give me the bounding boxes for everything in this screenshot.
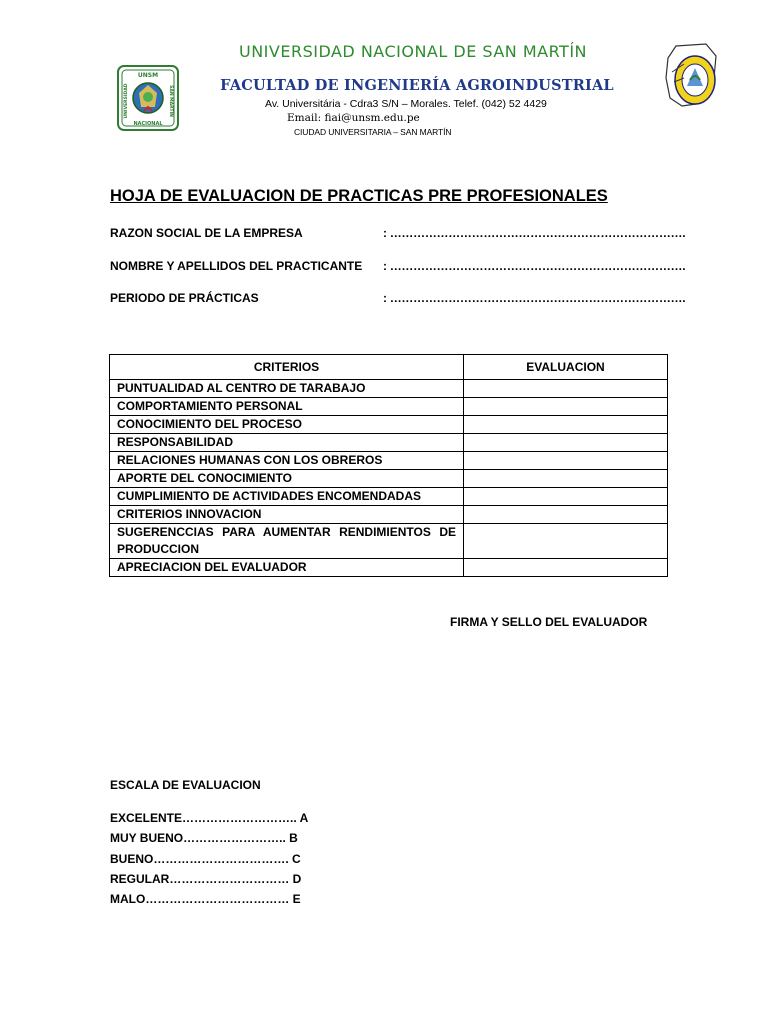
field-label-empresa: RAZON SOCIAL DE LA EMPRESA	[110, 226, 303, 240]
evaluation-cell[interactable]	[464, 524, 668, 559]
scale-item-muy-bueno: MUY BUENO…………………….. B	[110, 831, 298, 845]
evaluation-cell[interactable]	[464, 434, 668, 452]
criterion-cell: SUGERENCCIAS PARA AUMENTAR RENDIMIENTOS DE PRODUCCION	[110, 524, 464, 559]
evaluation-cell[interactable]	[464, 398, 668, 416]
table-row	[110, 452, 668, 470]
email-line: Email: fiai@unsm.edu.pe	[287, 112, 420, 124]
table-row	[110, 398, 668, 416]
field-label-periodo: PERIODO DE PRÁCTICAS	[110, 291, 259, 305]
table-header-row	[110, 355, 668, 380]
university-name: UNIVERSIDAD NACIONAL DE SAN MARTÍN	[239, 42, 587, 61]
table-row	[110, 524, 668, 559]
table-row	[110, 488, 668, 506]
faculty-name: FACULTAD DE INGENIERÍA AGROINDUSTRIAL	[220, 77, 614, 94]
criterion-cell: PUNTUALIDAD AL CENTRO DE TARABAJO	[110, 380, 464, 398]
field-label-practicante: NOMBRE Y APELLIDOS DEL PRACTICANTE	[110, 259, 363, 273]
criterion-cell: CRITERIOS INNOVACION	[110, 506, 464, 524]
scale-item-bueno: BUENO……………………………. C	[110, 852, 301, 866]
column-header-criterios: CRITERIOS	[110, 355, 464, 380]
criterion-cell: CONOCIMIENTO DEL PROCESO	[110, 416, 464, 434]
table-row	[110, 559, 668, 577]
table-row	[110, 380, 668, 398]
field-value-periodo: : ………………………………………………………………….	[383, 291, 686, 305]
evaluation-cell[interactable]	[464, 470, 668, 488]
scale-item-excelente: EXCELENTE……………………….. A	[110, 811, 309, 825]
criterion-cell: RESPONSABILIDAD	[110, 434, 464, 452]
column-header-evaluacion: EVALUACION	[464, 355, 668, 380]
evaluation-cell[interactable]	[464, 488, 668, 506]
evaluation-cell[interactable]	[464, 506, 668, 524]
criterion-cell: COMPORTAMIENTO PERSONAL	[110, 398, 464, 416]
criterion-cell: RELACIONES HUMANAS CON LOS OBREROS	[110, 452, 464, 470]
svg-text:NACIONAL: NACIONAL	[133, 121, 163, 127]
scale-title: ESCALA DE EVALUACION	[110, 778, 261, 792]
evaluation-cell[interactable]	[464, 452, 668, 470]
evaluation-cell[interactable]	[464, 559, 668, 577]
field-value-empresa: : ………………………………………………………………….	[383, 226, 686, 240]
criterion-cell: APORTE DEL CONOCIMIENTO	[110, 470, 464, 488]
evaluation-cell[interactable]	[464, 380, 668, 398]
city-line: CIUDAD UNIVERSITARIA – SAN MARTÍN	[294, 127, 452, 137]
svg-text:SAN MARTIN: SAN MARTIN	[168, 85, 173, 117]
signature-label: FIRMA Y SELLO DEL EVALUADOR	[450, 615, 648, 629]
criterion-cell: CUMPLIMIENTO DE ACTIVIDADES ENCOMENDADAS	[110, 488, 464, 506]
field-value-practicante: : ………………………………………………………………….	[383, 259, 686, 273]
evaluation-cell[interactable]	[464, 416, 668, 434]
unsm-seal-logo	[117, 65, 179, 131]
address-line: Av. Universitária - Cdra3 S/N – Morales. Telef. (042) 52 4429	[265, 98, 547, 110]
table-row	[110, 434, 668, 452]
table-row	[110, 416, 668, 434]
table-row	[110, 506, 668, 524]
scale-item-regular: REGULAR………………………… D	[110, 872, 302, 886]
criterion-cell: APRECIACION DEL EVALUADOR	[110, 559, 464, 577]
svg-text:UNIVERSIDAD: UNIVERSIDAD	[124, 83, 129, 119]
scale-item-malo: MALO……………………………… E	[110, 892, 301, 906]
table-row	[110, 470, 668, 488]
evaluation-table	[109, 354, 668, 577]
svg-text:UNSM: UNSM	[137, 72, 159, 79]
document-title: HOJA DE EVALUACION DE PRACTICAS PRE PROFESIONALES	[110, 187, 608, 205]
